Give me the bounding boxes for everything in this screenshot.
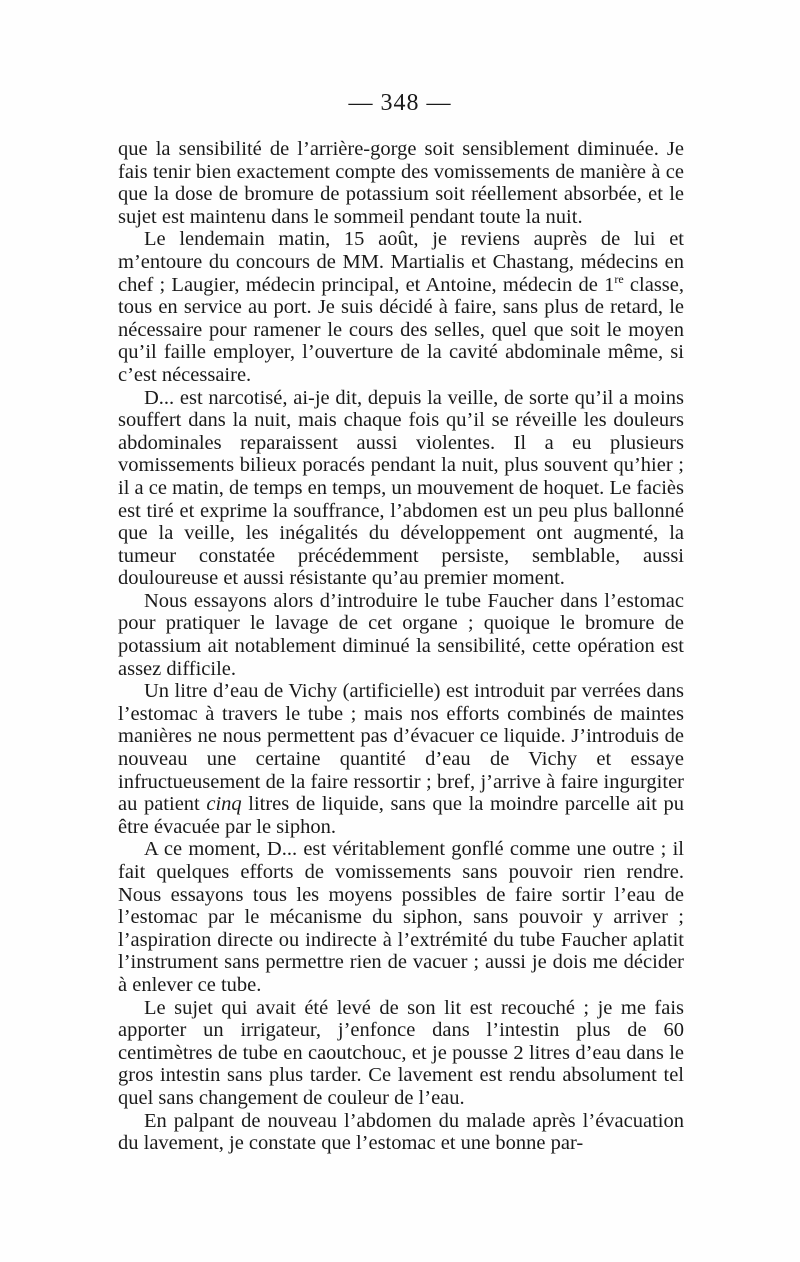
paragraph-text: Le sujet qui avait été levé de son lit est recouché ; je me fais apporter un irrigateur, j’enfonce dans l’intestin plus de 60 centimètres de tube en caoutchouc, et je pousse 2 litres d’eau dans le gros intestin sans plus tarder. Ce lavement est rendu absolument tel quel sans changement de couleur de l’eau.: [118, 996, 684, 1109]
page-number: — 348 —: [348, 90, 452, 116]
paragraph-text: Un litre d’eau de Vichy (artificielle) est introduit par verrées dans l’estomac à travers le tube ; mais nos efforts combinés de maintes manières ne nous permettent pas d’évacuer ce liquide. J’introduis de nouveau une certaine quantité d’eau de Vichy et essaye infructueusement de la faire ressortir ; bref, j’arrive à faire ingurgiter au patient: [118, 680, 684, 816]
superscript-text: re: [614, 271, 624, 286]
paragraph: [118, 590, 684, 680]
paragraph-text: Le lendemain matin, 15 août, je reviens auprès de lui et m’entoure du concours de MM. Martialis et Chastang, médecins en chef ; Laugier, médecin principal, et Antoine, médecin de 1: [118, 228, 684, 296]
paragraph: [118, 1110, 684, 1155]
paragraph-text: que la sensibilité de l’arrière-gorge soit sensiblement diminuée. Je fais tenir bien exactement compte des vomissements de manière à ce que la dose de bromure de potassium soit réellement absorbée, et le sujet est maintenu dans le sommeil pendant toute la nuit.: [118, 138, 684, 228]
paragraph-text: A ce moment, D... est véritablement gonflé comme une outre ; il fait quelques efforts de vomissements sans pouvoir rien rendre. Nous essayons tous les moyens possibles de faire sortir l’eau de l’estomac par le mécanisme du siphon, sans pouvoir y arriver ; l’aspiration directe ou indirecte à l’extrémité du tube Faucher aplatit l’instrument sans permettre rien de vacuer ; aussi je dois me décider à enlever ce tube.: [118, 838, 684, 996]
paragraph: [118, 838, 684, 996]
paragraph-text: litres de liquide, sans que la moindre parcelle ait pu être évacuée par le siphon.: [118, 793, 684, 838]
paragraph: [118, 138, 684, 228]
paragraph: [118, 997, 684, 1110]
paragraph-text: En palpant de nouveau l’abdomen du malade après l’évacuation du lavement, je constate que l’estomac et une bonne par-: [118, 1109, 684, 1155]
body-text: [118, 138, 684, 1155]
paragraph: [118, 228, 684, 386]
paragraph: [118, 680, 684, 838]
paragraph: [118, 387, 684, 590]
paragraph-text: Nous essayons alors d’introduire le tube Faucher dans l’estomac pour pratiquer le lavage de cet organe ; quoique le bromure de potassium ait notablement diminué la sensibilité, cette opération est assez difficile.: [118, 589, 684, 680]
emphasized-text: cinq: [206, 793, 242, 816]
paragraph-text: classe, tous en service au port. Je suis décidé à faire, sans plus de retard, le nécessaire pour ramener le cours des selles, quel que soit le moyen qu’il faille employer, l’ouverture de la cavité abdominale même, si c’est nécessaire.: [118, 273, 685, 386]
paragraph-text: D... est narcotisé, ai-je dit, depuis la veille, de sorte qu’il a moins souffert dans la nuit, mais chaque fois qu’il se réveille les douleurs abdominales reparaissent aussi violentes. Il a eu plusieurs vomissements bilieux poracés pendant la nuit, plus souvent qu’hier ; il a ce matin, de temps en temps, un mouvement de hoquet. Le faciès est tiré et exprime la souffrance, l’abdomen est un peu plus ballonné que la veille, les inégalités du développement ont augmenté, la tumeur constatée précédemment persiste, semblable, aussi douloureuse et aussi résistante qu’au premier moment.: [118, 386, 684, 590]
